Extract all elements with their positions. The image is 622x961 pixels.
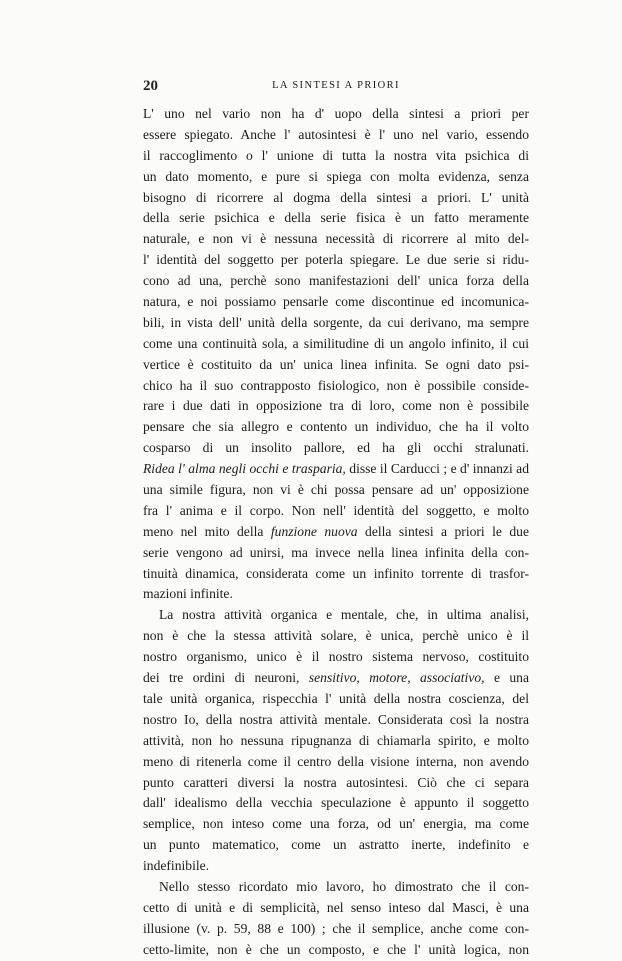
text-line: essere spiegato. Anche l' autosintesi è l' uno nel vario, essendo: [143, 126, 529, 142]
text-line: chico ha il suo contrapposto fisiologico, non è possibile conside-: [143, 377, 529, 393]
text-span: e una: [493, 670, 529, 686]
text-line: vertice è costituito da un' unica linea infinita. Se ogni dato psi-: [143, 356, 529, 372]
body-text: [143, 104, 529, 961]
text-line: cetto di unità e di semplicità, nel senso inteso dal Masci, è una: [143, 899, 529, 915]
text-line: della serie psichica e della serie fisica è un fatto meramente: [143, 210, 529, 226]
italic-term: sensitivo, motore, associativo,: [308, 670, 485, 686]
text-line: fra l' anima e il corpo. Non nell' identità del soggetto, e molto: [143, 502, 529, 518]
text-line: serie vengono ad unirsi, ma invece nella linea infinita della con-: [143, 544, 529, 560]
text-line: [143, 459, 529, 480]
text-line: La nostra attività organica e mentale, che, in ultima analisi,: [159, 607, 529, 623]
text-line: attività, non ho nessuna ripugnanza di chiamarla spirito, e molto: [143, 732, 529, 748]
text-line: nostro organismo, unico è il nostro sistema nervoso, costituito: [143, 649, 529, 665]
italic-term: funzione nuova: [270, 523, 358, 539]
text-line: natura, e noi possiamo pensarle come discontinue ed incomunica-: [143, 294, 529, 310]
text-line: [143, 522, 529, 543]
text-line: cosparso di un insolito pallore, ed ha gli occhi stralunati.: [143, 440, 529, 456]
text-line: cono ad una, perchè sono manifestazioni dell' unica forza della: [143, 273, 529, 289]
text-line: pensare che sia allegro e contento un individuo, che ha il volto: [143, 419, 529, 435]
text-line: naturale, e non vi è nessuna necessità di ricorrere al mito del-: [143, 231, 529, 247]
text-line: un dato momento, e pure si spiega con molta evidenza, senza: [143, 168, 529, 184]
text-line: tinuità dinamica, considerata come un infinito torrente di trasfor-: [143, 565, 529, 581]
text-line: Nello stesso ricordato mio lavoro, ho dimostrato che il con-: [159, 878, 529, 894]
text-span: meno nel mito della: [143, 523, 264, 539]
text-span: dei tre ordini di neuroni,: [143, 670, 300, 686]
text-line: tale unità organica, rispecchia l' unità della nostra coscienza, del: [143, 690, 529, 706]
text-line: bisogno di ricorrere al dogma della sintesi a priori. L' unità: [143, 189, 529, 205]
italic-quote: Ridea l' alma negli occhi e trasparia,: [143, 461, 346, 477]
text-line: nostro Io, della nostra attività mentale. Considerata così la nostra: [143, 711, 529, 727]
text-line: meno di ritenerla come il centro della visione interna, non avendo: [143, 753, 529, 769]
text-line: cetto-limite, non è che un composto, e che l' unità logica, non: [143, 941, 529, 957]
text-line: dall' idealismo della vecchia speculazione è appunto il soggetto: [143, 795, 529, 811]
text-span: disse il Carducci ; e d' innanzi ad: [349, 461, 529, 477]
text-line: [143, 668, 529, 689]
text-line: una simile figura, non vi è chi possa pensare ad un' opposizione: [143, 482, 529, 498]
page-header: [143, 78, 529, 98]
text-line: illusione (v. p. 59, 88 e 100) ; che il semplice, anche come con-: [143, 920, 529, 936]
text-line: L' uno nel vario non ha d' uopo della sintesi a priori per: [143, 106, 529, 121]
text-line: punto caratteri diversi la nostra autosintesi. Ciò che ci separa: [143, 774, 529, 790]
text-line: mazioni infinite.: [143, 586, 233, 602]
text-line: indefinibile.: [143, 858, 210, 874]
text-line: bili, in vista dell' unità della sorgente, da cui derivano, ma sempre: [143, 314, 529, 330]
page-number: 20: [143, 78, 158, 94]
text-line: come una continuità sola, a similitudine di un angolo infinito, il cui: [143, 335, 529, 351]
text-line: l' identità del soggetto per poterla spiegare. Le due serie si ridu-: [143, 252, 529, 268]
text-line: un punto matematico, come un astratto inerte, indefinito e: [143, 837, 529, 853]
running-title: LA SINTESI A PRIORI: [272, 80, 400, 91]
text-line: semplice, non inteso come una forza, od un' energia, ma come: [143, 816, 529, 832]
text-line: il raccoglimento o l' unione di tutta la nostra vita psichica di: [143, 147, 529, 163]
text-span: della sintesi a priori le due: [365, 523, 529, 539]
text-line: rare i due dati in opposizione tra di loro, come non è possibile: [143, 398, 529, 414]
text-line: non è che la stessa attività solare, è unica, perchè unico è il: [143, 628, 529, 644]
